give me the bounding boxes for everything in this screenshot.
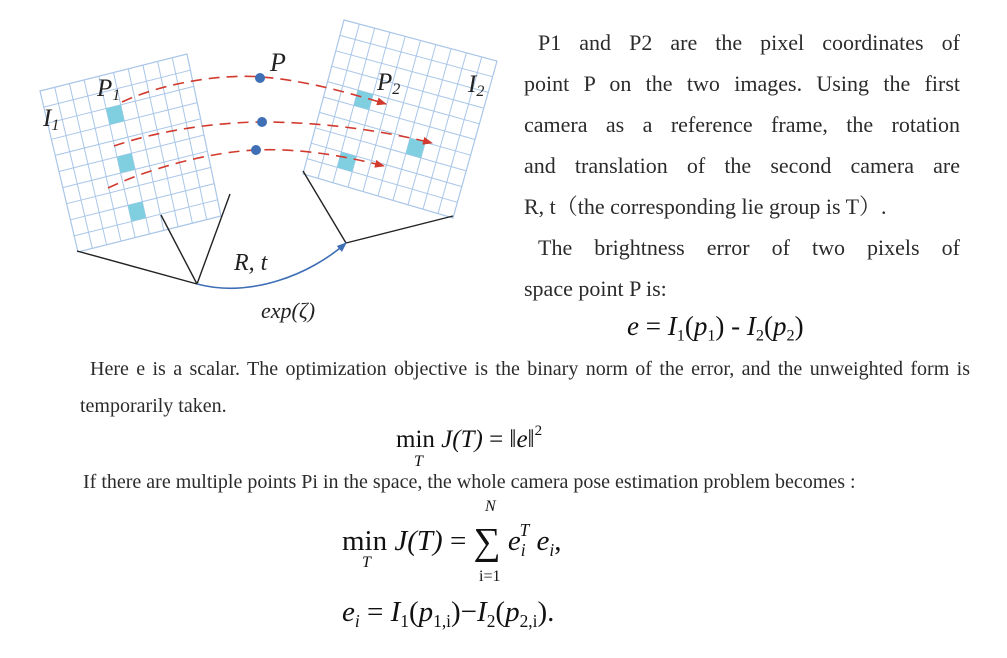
intro-line-7: space point P is: <box>524 276 667 301</box>
eq1-I1-sub: 1 <box>676 326 685 345</box>
camera-motion-arc <box>197 243 346 288</box>
space-points <box>251 73 267 155</box>
eq1-lhs: e <box>627 311 639 341</box>
eq4-p1-sub: 1,i <box>433 611 451 632</box>
eq1-I1: I <box>667 311 677 341</box>
left-image-grid <box>40 54 221 252</box>
eq3-J: J(T) <box>394 525 443 557</box>
label-P: P <box>270 48 286 77</box>
eq3-min: min <box>342 525 388 557</box>
label-P1: P1 <box>97 75 121 104</box>
eq1-p2: p <box>773 311 787 341</box>
eq3-equals: = <box>449 525 467 557</box>
eq4-tail: . <box>547 596 555 628</box>
scalar-paragraph: Here e is a scalar. The optimization objective is the binary norm of the error, and the unweighted form is temporarily taken. <box>80 358 970 417</box>
brightness-error-equation: $e = I_1(p_1) - I_2(p_2)$ <box>627 311 804 345</box>
eq4-e-sub: i <box>354 611 360 632</box>
eq2-equals: = <box>489 426 504 453</box>
intro-paragraph <box>524 22 960 309</box>
label-P2: P2 <box>377 69 401 98</box>
right-grid-border <box>303 20 497 218</box>
eq3-e2-sub: i <box>549 540 555 561</box>
eq1-p1: p <box>693 311 708 341</box>
eq4-minus: − <box>460 596 478 628</box>
eq1-I2-sub: 2 <box>755 326 764 345</box>
pixel-error-definition-equation: $e_i = I_1(p_{1,i})-I_2(p_{2,i})$. <box>342 596 555 632</box>
eq4-p2: p <box>505 596 520 628</box>
eq3-tail: , <box>554 525 562 557</box>
label-exp-zeta: exp(ζ) <box>261 298 316 323</box>
eq4-equals: = <box>366 596 384 628</box>
eq1-minus: - <box>731 311 741 341</box>
camera-projection-figure <box>0 0 515 345</box>
intro-line-4: and translation of the second camera are <box>524 153 960 178</box>
eq2-under: T <box>414 453 423 470</box>
eq4-p2-sub: 2,i <box>519 611 538 632</box>
label-I1: I1 <box>43 105 60 134</box>
space-point-3 <box>251 145 261 155</box>
label-Rt: R, t <box>234 250 268 276</box>
eq3-sum-top: N <box>485 498 496 515</box>
sum-objective-equation <box>342 498 562 585</box>
min-norm-equation <box>396 423 543 470</box>
eq4-I1: I <box>390 596 401 628</box>
eq1-p2-sub: 2 <box>786 326 795 345</box>
space-point-P <box>255 73 265 83</box>
left-image-plane <box>40 54 221 252</box>
label-I2: I2 <box>468 71 485 100</box>
eq3-under: T <box>362 554 371 571</box>
eq4-I1-sub: 1 <box>400 611 409 632</box>
intro-line-5: R, t（the corresponding lie group is T）. <box>524 194 887 219</box>
eq3-e2: e <box>536 525 550 557</box>
eq2-sup: 2 <box>534 423 543 439</box>
right-image-plane <box>303 20 497 218</box>
intro-line-3: camera as a reference frame, the rotation <box>524 112 960 137</box>
intro-line-6: The brightness error of two pixels of <box>538 235 960 260</box>
eq4-I2: I <box>477 596 487 628</box>
eq3-e1: e <box>507 525 521 557</box>
right-image-grid <box>303 20 497 218</box>
eq1-equals: = <box>645 311 661 341</box>
eq4-e: e <box>342 596 355 628</box>
eq1-p1-sub: 1 <box>707 326 716 345</box>
eq3-sum-bottom: i=1 <box>479 568 501 585</box>
multi-point-paragraph: If there are multiple points Pi in the space, the whole camera pose estimation problem becomes : <box>83 471 856 493</box>
eq4-p1: p <box>418 596 434 628</box>
eq1-I2: I <box>746 311 756 341</box>
intro-line-1: P1 and P2 are the pixel coordinates of <box>538 30 960 55</box>
eq2-norm: ‖e‖ <box>509 426 535 453</box>
eq3-e1-sub: i <box>520 540 526 561</box>
space-point-2 <box>257 117 267 127</box>
eq4-I2-sub: 2 <box>486 611 496 632</box>
eq3-sum-sign: ∑ <box>473 521 501 563</box>
eq2-J: J(T) <box>441 426 483 453</box>
eq3-e1-sup: T <box>519 520 530 541</box>
eq2-min: min <box>396 426 435 453</box>
intro-line-2: point P on the two images. Using the first <box>524 71 960 96</box>
